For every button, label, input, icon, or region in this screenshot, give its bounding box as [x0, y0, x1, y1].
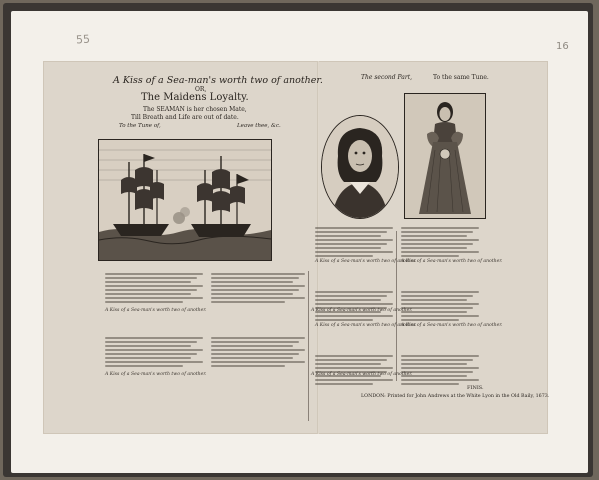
album-page [11, 11, 588, 473]
verse-type-line [211, 273, 305, 275]
verse-type-line [401, 291, 479, 293]
verse-type-line [401, 239, 479, 241]
verse-type-line [211, 337, 305, 339]
pencil-note-left: 55 [75, 32, 91, 47]
verse-type-line [401, 247, 467, 249]
verse-type-line [315, 231, 387, 233]
finis: FINIS. [467, 385, 484, 391]
verse-type-line [401, 359, 473, 361]
column-rule-left [308, 271, 309, 421]
verse-type-line [401, 227, 479, 229]
refrain-1: A Kiss of a Sea-man's worth two of another. [105, 308, 207, 313]
verse-type-line [211, 365, 285, 367]
verse-type-line [401, 299, 467, 301]
verse-type-line [401, 383, 459, 385]
verse-type-line [315, 227, 393, 229]
ballad-subtitle: The Maidens Loyalty. [141, 92, 249, 103]
imprint: LONDON: Printed for John Andrews at the White Lyon in the Old Baily, 1673. [361, 394, 550, 399]
verse-type-line [401, 363, 467, 365]
verse-type-line [105, 353, 197, 355]
verse-type-line [401, 243, 473, 245]
verse-type-line [211, 345, 293, 347]
verse-type-line [315, 363, 381, 365]
verse-type-line [211, 277, 299, 279]
verse-type-line [315, 251, 393, 253]
verse-type-line [401, 231, 473, 233]
portrait-woman-woodcut [404, 93, 486, 219]
second-part-title: The second Part, [361, 74, 413, 81]
verse-type-line [315, 367, 393, 369]
verse-type-line [401, 379, 479, 381]
verse-type-line [401, 251, 479, 253]
verse-type-line [211, 281, 293, 283]
tune-name: Leave thee, &c. [237, 123, 281, 129]
verse-type-line [105, 361, 203, 363]
verse-type-line [211, 353, 299, 355]
verse-type-line [315, 291, 393, 293]
verse-type-line [211, 285, 305, 287]
verse-type-line [105, 285, 203, 287]
verse-type-line [211, 297, 305, 299]
verse-type-line [401, 295, 473, 297]
verse-type-line [105, 293, 191, 295]
portrait-man-woodcut [321, 115, 399, 219]
verse-type-line [315, 243, 387, 245]
verse-type-line [211, 341, 299, 343]
album-cover [3, 3, 593, 477]
pencil-note-right: 16 [556, 41, 569, 52]
title-or: OR, [195, 86, 207, 93]
verse-type-line [401, 367, 479, 369]
verse-type-line [315, 247, 381, 249]
verse-type-line [211, 349, 305, 351]
verse-type-line [105, 357, 191, 359]
verse-type-line [105, 297, 203, 299]
verse-type-line [315, 295, 387, 297]
verse-type-line [315, 299, 381, 301]
verse-type-line [315, 355, 393, 357]
verse-type-line [401, 235, 467, 237]
verse-type-line [105, 281, 191, 283]
verse-type-line [315, 303, 393, 305]
verse-type-line [315, 235, 381, 237]
verse-type-line [105, 289, 197, 291]
verse-type-line [211, 361, 305, 363]
verse-type-line [401, 319, 459, 321]
second-part-tune: To the same Tune. [433, 74, 489, 81]
verse-type-line [105, 341, 197, 343]
verse-type-line [211, 357, 293, 359]
ballad-title: A Kiss of a Sea-man's worth two of another. [113, 75, 323, 86]
ballad-line-2: Till Breath and Life are out of date. [131, 114, 239, 121]
verse-type-line [401, 355, 479, 357]
verse-type-line [401, 315, 479, 317]
verse-type-line [401, 255, 459, 257]
refrain-2: A Kiss of a Sea-man's worth two of another. [105, 372, 207, 377]
verse-type-line [105, 273, 203, 275]
verse-type-line [401, 303, 479, 305]
ships-illustration [99, 140, 271, 260]
refrain-6: A Kiss of a Sea-man's worth two of another. [315, 323, 417, 328]
tune-label: To the Tune of, [119, 123, 161, 129]
broadside-sheet [43, 61, 548, 434]
verse-type-line [315, 255, 373, 257]
column-rule-right [396, 231, 397, 381]
refrain-5: A Kiss of a Sea-man's worth two of another. [315, 259, 417, 264]
ballad-line-1: The SEAMAN is her chosen Mate, [143, 106, 247, 113]
verse-type-line [105, 349, 203, 351]
ships-woodcut [98, 139, 272, 261]
verse-type-line [315, 359, 387, 361]
refrain-7: A Kiss of a Sea-man's worth two of another. [401, 259, 503, 264]
verse-type-line [105, 337, 203, 339]
woman-portrait-illustration [405, 94, 485, 218]
verse-type-line [315, 315, 393, 317]
refrain-3: A Kiss of a Sea-man's worth two of another. [311, 308, 413, 313]
verse-type-line [211, 301, 285, 303]
verse-type-line [315, 239, 393, 241]
verse-type-line [105, 345, 191, 347]
man-portrait-illustration [322, 116, 398, 218]
refrain-8: A Kiss of a Sea-man's worth two of another. [401, 323, 503, 328]
verse-type-line [105, 301, 183, 303]
verse-type-line [315, 379, 393, 381]
verse-type-line [315, 319, 373, 321]
refrain-4: A Kiss of a Sea-man's worth two of another. [311, 372, 413, 377]
verse-type-line [211, 293, 293, 295]
verse-type-line [105, 365, 183, 367]
verse-type-line [211, 289, 299, 291]
verse-type-line [315, 383, 373, 385]
verse-type-line [105, 277, 197, 279]
